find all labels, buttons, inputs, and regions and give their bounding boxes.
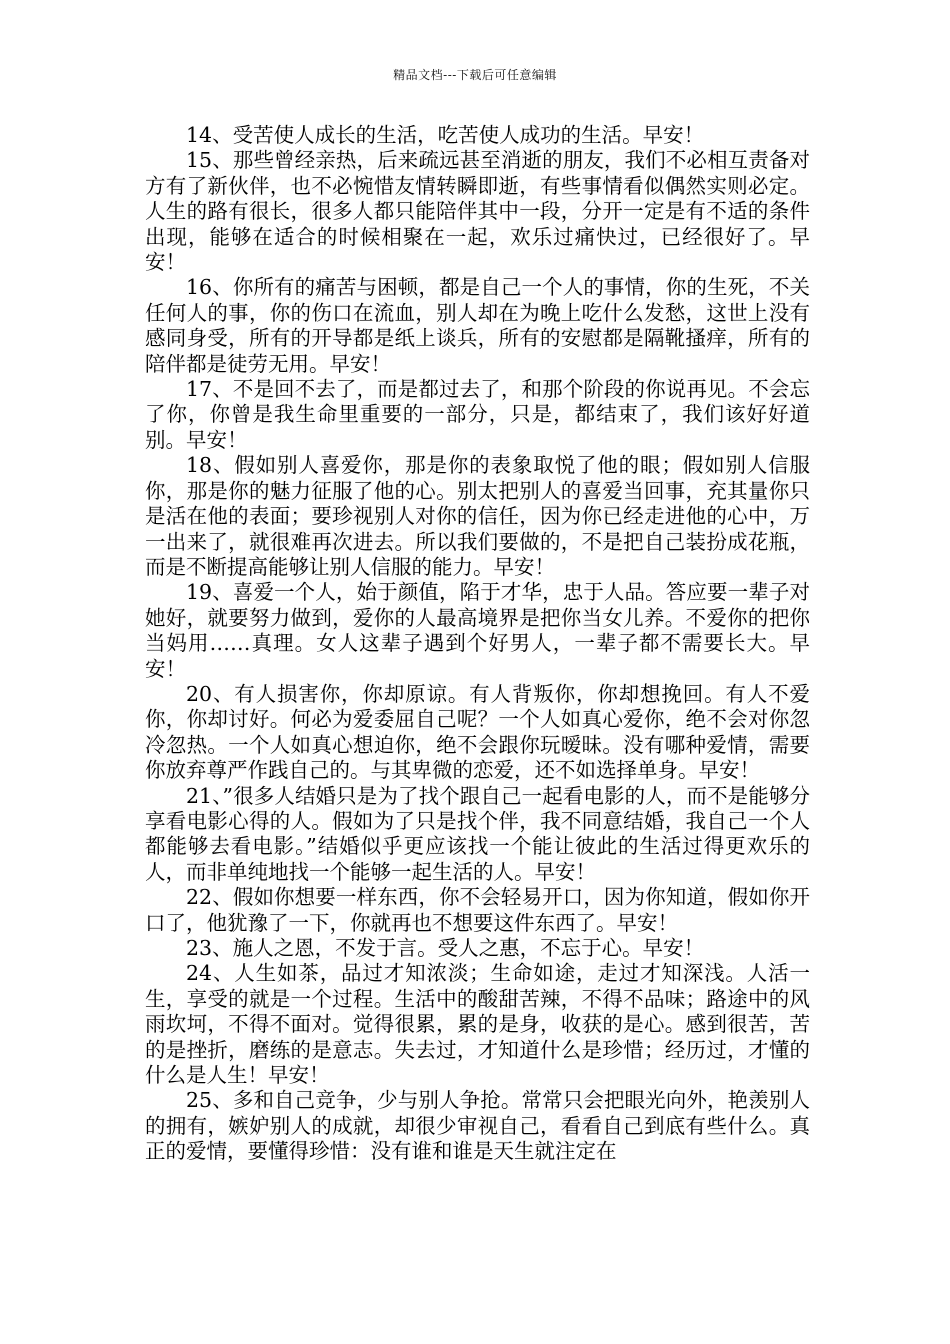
paragraph-14: 14、受苦使人成长的生活，吃苦使人成功的生活。早安！: [186, 123, 705, 147]
paragraph-19: 19、喜爱一个人，始于颜值，陷于才华，忠于人品。答应要一辈子对她好，就要努力做到，爱你的人最高境界是把你当女儿养。不爱你的把你当妈用……真理。女人这辈子遇到个好男人，一辈子都不需要长大。早安！: [145, 580, 810, 681]
paragraph-24: 24、人生如茶，品过才知浓淡；生命如途，走过才知深浅。人活一生，享受的就是一个过程。生活中的酸甜苦辣，不得不品味；路途中的风雨坎坷，不得不面对。觉得很累，累的是身，收获的是心。感到很苦，苦的是挫折，磨练的是意志。失去过，才知道什么是珍惜；经历过，才懂的什么是人生！早安！: [145, 961, 810, 1088]
paragraph-20: 20、有人损害你，你却原谅。有人背叛你，你却想挽回。有人不爱你，你却讨好。何必为爱委屈自己呢？一个人如真心爱你，绝不会对你忽冷忽热。一个人如真心想迫你，绝不会跟你玩暧昧。没有哪种爱情，需要你放弃尊严作践自己的。与其卑微的恋爱，还不如选择单身。早安！: [145, 681, 810, 783]
paragraph-22: 22、假如你想要一样东西，你不会轻易开口，因为你知道，假如你开口了，他犹豫了一下，你就再也不想要这件东西了。早安！: [145, 885, 810, 935]
paragraph-25: 25、多和自己竞争，少与别人争抢。常常只会把眼光向外，艳羡别人的拥有，嫉妒别人的成就，却很少审视自己，看看自己到底有些什么。真正的爱情，要懂得珍惜：没有谁和谁是天生就注定在: [145, 1088, 810, 1164]
document-body: [145, 123, 810, 1165]
paragraph-17: 17、不是回不去了，而是都过去了，和那个阶段的你说再见。不会忘了你，你曾是我生命里重要的一部分，只是，都结束了，我们该好好道别。早安！: [145, 377, 810, 452]
paragraph-23: 23、施人之恩，不发于言。受人之惠，不忘于心。早安！: [186, 936, 705, 960]
paragraph-15: 15、那些曾经亲热，后来疏远甚至消逝的朋友，我们不必相互责备对方有了新伙伴，也不必惋惜友情转瞬即逝，有些事情看似偶然实则必定。人生的路有很长，很多人都只能陪伴其中一段，分开一定是有不适的条件出现，能够在适合的时候相聚在一起，欢乐过痛快过，已经很好了。早安！: [145, 148, 810, 275]
paragraph-18: 18、假如别人喜爱你，那是你的表象取悦了他的眼；假如别人信服你，那是你的魅力征服了他的心。别太把别人的喜爱当回事，充其量你只是活在他的表面；要珍视别人对你的信任，因为你已经走进他的心中，万一出来了，就很难再次进去。所以我们要做的，不是把自己装扮成花瓶，而是不断提高能够让别人信服的能力。早安！: [145, 453, 810, 579]
paragraph-21: 21、”很多人结婚只是为了找个跟自己一起看电影的人，而不是能够分享看电影心得的人。假如为了只是找个伴，我不同意结婚，我自己一个人都能够去看电影。”结婚似乎更应该找一个能让彼此的生活过得更欢乐的人，而非单纯地找一个能够一起生活的人。早安！: [145, 783, 810, 884]
paragraph-16: 16、你所有的痛苦与困顿，都是自己一个人的事情，你的生死，不关任何人的事，你的伤口在流血，别人却在为晚上吃什么发愁，这世上没有感同身受，所有的开导都是纸上谈兵，所有的安慰都是隔靴搔痒，所有的陪伴都是徒劳无用。早安！: [145, 275, 810, 376]
page-header: 精品文档---下载后可任意编辑: [393, 68, 557, 82]
